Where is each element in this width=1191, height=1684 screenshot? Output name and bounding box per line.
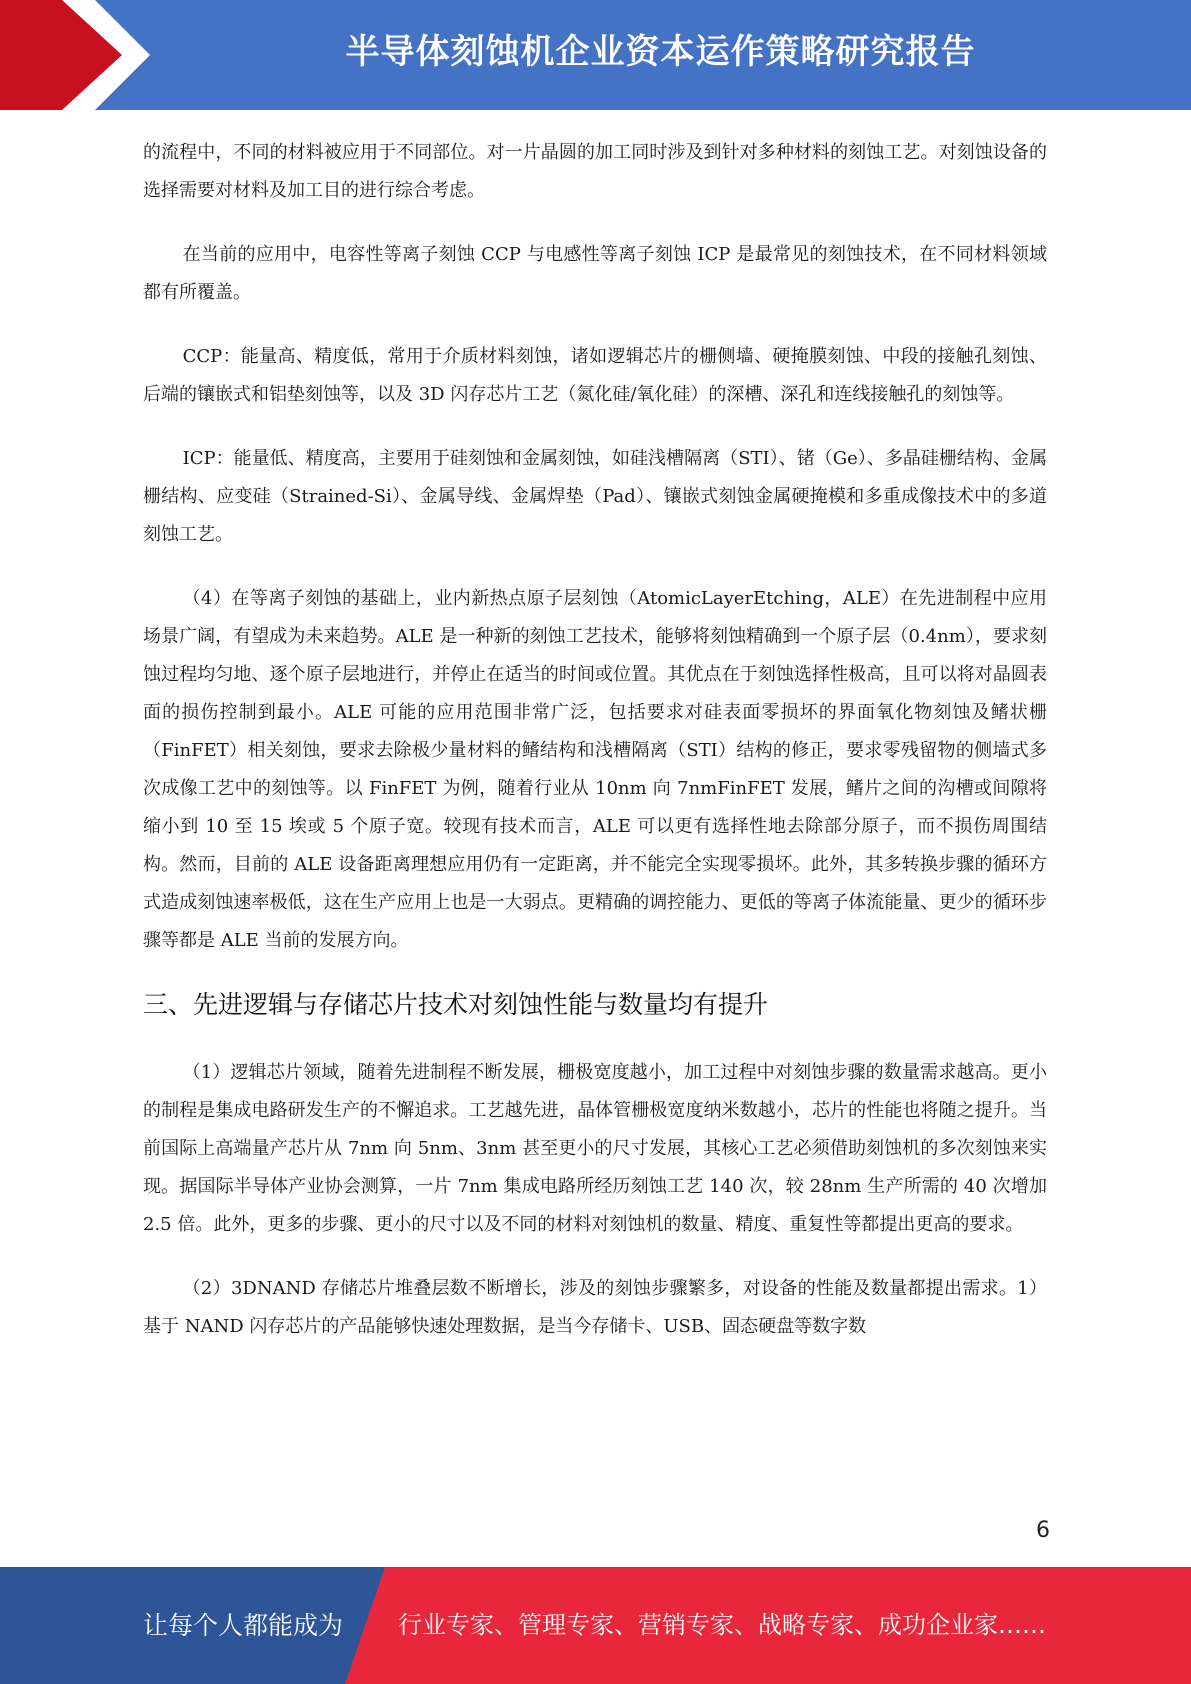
paragraph-ccp-icp-intro: 在当前的应用中，电容性等离子刻蚀 CCP 与电感性等离子刻蚀 ICP 是最常见的刻蚀技术，在不同材料领域都有所覆盖。 xyxy=(143,244,1047,303)
page-footer xyxy=(0,1567,1191,1684)
section-heading: 三、先进逻辑与存储芯片技术对刻蚀性能与数量均有提升 xyxy=(143,990,769,1019)
paragraph-ccp: CCP：能量高、精度低，常用于介质材料刻蚀，诸如逻辑芯片的栅侧墙、硬掩膜刻蚀、中段的接触孔刻蚀、后端的镶嵌式和铝垫刻蚀等，以及 3D 闪存芯片工艺（氮化硅/氧化硅）的深槽、深孔和连线接触孔的刻蚀等。 xyxy=(143,346,1047,405)
paragraph-3dnand: （2）3DNAND 存储芯片堆叠层数不断增长，涉及的刻蚀步骤繁多，对设备的性能及数量都提出需求。1）基于 NAND 闪存芯片的产品能够快速处理数据，是当今存储卡、USB、固态硬盘等数字数 xyxy=(143,1278,1047,1337)
paragraph-continued: 的流程中，不同的材料被应用于不同部位。对一片晶圆的加工同时涉及到针对多种材料的刻蚀工艺。对刻蚀设备的选择需要对材料及加工目的进行综合考虑。 xyxy=(143,142,1047,201)
paragraph-ale: （4）在等离子刻蚀的基础上，业内新热点原子层刻蚀（AtomicLayerEtching，ALE）在先进制程中应用场景广阔，有望成为未来趋势。ALE 是一种新的刻蚀工艺技术，能够将刻蚀精确到一个原子层（0.4nm），要求刻蚀过程均匀地、逐个原子层地进行，并停止在适当的时间或位置。其优点在于刻蚀选择性极高，且可以将对晶圆表面的损伤控制到最小。ALE 可能的应用范围非常广泛，包括要求对硅表面零损坏的界面氧化物刻蚀及鳍状栅（FinFET）相关刻蚀，要求去除极少量材料的鳍结构和浅槽隔离（STI）结构的修正，要求零残留物的侧墙式多次成像工艺中的刻蚀等。以 FinFET 为例，随着行业从 10nm 向 7nmFinFET 发展，鳍片之间的沟槽或间隙将缩小到 10 至 15 埃或 5 个原子宽。较现有技术而言，ALE 可以更有选择性地去除部分原子，而不损伤周围结构。然而，目前的 ALE 设备距离理想应用仍有一定距离，并不能完全实现零损坏。此外，其多转换步骤的循环方式造成刻蚀速率极低，这在生产应用上也是一大弱点。更精确的调控能力、更低的等离子体流能量、更少的循环步骤等都是 ALE 当前的发展方向。 xyxy=(143,588,1047,951)
paragraph-logic-chips: （1）逻辑芯片领域，随着先进制程不断发展，栅极宽度越小，加工过程中对刻蚀步骤的数量需求越高。更小的制程是集成电路研发生产的不懈追求。工艺越先进，晶体管栅极宽度纳米数越小，芯片的性能也将随之提升。当前国际上高端量产芯片从 7nm 向 5nm、3nm 甚至更小的尺寸发展，其核心工艺必须借助刻蚀机的多次刻蚀来实现。据国际半导体产业协会测算，一片 7nm 集成电路所经历刻蚀工艺 140 次，较 28nm 生产所需的 40 次增加 2.5 倍。此外，更多的步骤、更小的尺寸以及不同的材料对刻蚀机的数量、精度、重复性等都提出更高的要求。 xyxy=(143,1062,1047,1235)
page-number: 6 xyxy=(1036,1518,1050,1543)
page-header xyxy=(0,0,1191,110)
footer-slogan-right: 行业专家、管理专家、营销专家、战略专家、成功企业家…… xyxy=(398,1611,1046,1639)
report-title: 半导体刻蚀机企业资本运作策略研究报告 xyxy=(345,32,976,72)
paragraph-icp: ICP：能量低、精度高，主要用于硅刻蚀和金属刻蚀，如硅浅槽隔离（STI）、锗（Ge）、多晶硅栅结构、金属栅结构、应变硅（Strained-Si）、金属导线、金属焊垫（Pad）、镶嵌式刻蚀金属硬掩模和多重成像技术中的多道刻蚀工艺。 xyxy=(143,448,1047,545)
footer-slogan-left: 让每个人都能成为 xyxy=(143,1611,344,1640)
document-body xyxy=(143,134,1047,1372)
